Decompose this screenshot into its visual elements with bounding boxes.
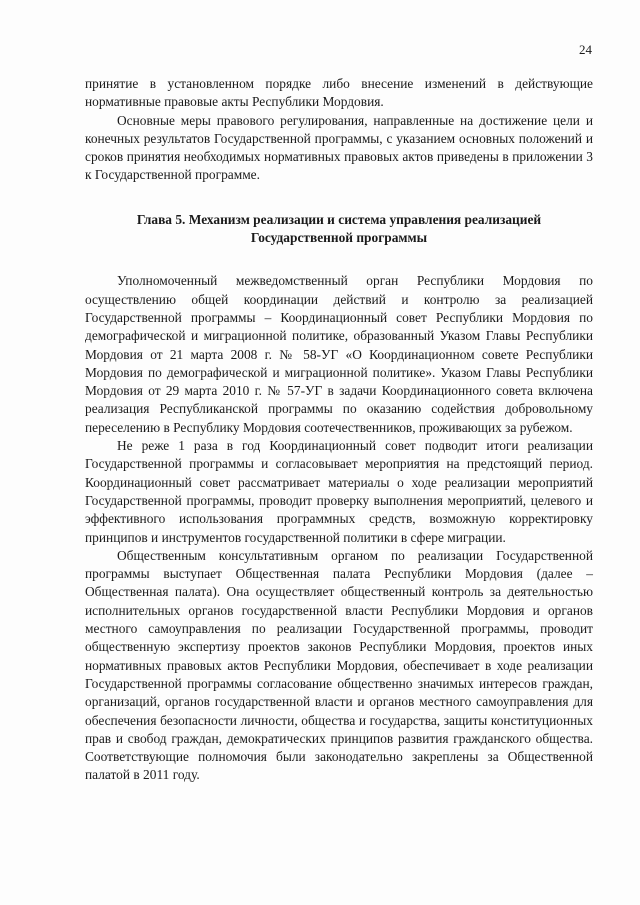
paragraph-continuation: принятие в установленном порядке либо внесение изменений в действующие нормативные правовые акты Республики Мордовия. — [85, 76, 593, 110]
page-number: 24 — [579, 42, 592, 57]
paragraph-legal-measures: Основные меры правового регулирования, направленные на достижение цели и конечных результатов Государственной программы, с указанием основных положений и сроков принятия необходимых нормативных правовых актов приведены в приложении 3 к Государственной программе. — [85, 112, 593, 183]
document-body — [85, 75, 593, 785]
chapter-heading — [85, 211, 593, 248]
paragraph-annual-review: Не реже 1 раза в год Координационный совет подводит итоги реализации Государственной программы и согласовывает мероприятия на предстоящий период. Координационный совет рассматривает материалы о ходе реализации мероприятий Государственной программы, проводит проверку выполнения мероприятий, целевого и эффективного использования программных средств, возможную корректировку принципов и инструментов государственной политики в сфере миграции. — [85, 438, 593, 545]
chapter-heading-line-1: Глава 5. Механизм реализации и система управления реализацией — [136, 211, 542, 227]
chapter-heading-line-2: Государственной программы — [250, 230, 428, 246]
paragraph-coordination-council: Уполномоченный межведомственный орган Республики Мордовия по осуществлению общей координации действий и контролю за реализацией Государственной программы – Координационный совет Республики Мордовия по демографической и миграционной политике, образованный Указом Главы Республики Мордовия от 21 марта 2008 г. № 58-УГ «О Координационном совете Республики Мордовия по демографической и миграционной политике». Указом Главы Республики Мордовия от 29 марта 2010 г. № 57-УГ в задачи Координационного совета включена реализация Республиканской программы по оказанию содействия добровольному переселению в Республику Мордовия соотечественников, проживающих за рубежом. — [85, 273, 593, 435]
paragraph-public-chamber: Общественным консультативным органом по реализации Государственной программы выступает Общественная палата Республики Мордовия (далее – Общественная палата). Она осуществляет общественный контроль за деятельностью исполнительных органов государственной власти Республики Мордовия и органов местного самоуправления по реализации Государственной программы, проводит общественную экспертизу проектов законов Республики Мордовия, проектов иных нормативных правовых актов Республики Мордовия, обеспечивает в ходе реализации Государственной программы согласование общественно значимых интересов граждан, организаций, органов государственной власти и органов местного самоуправления для обеспечения безопасности личности, общества и государства, защиты конституционных прав и свобод граждан, демократических принципов развития гражданского общества. Соответствующие полномочия были законодательно закреплены за Общественной палатой в 2011 году. — [85, 547, 593, 783]
